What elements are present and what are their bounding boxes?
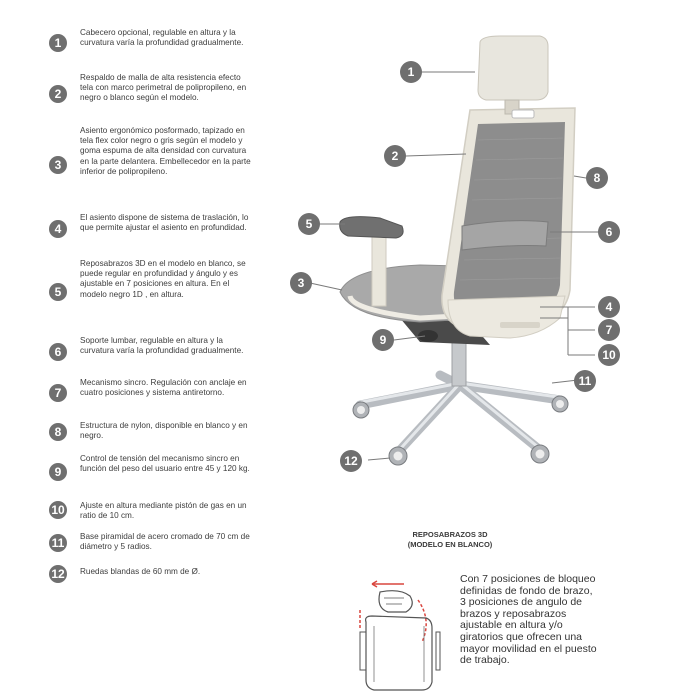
feature-number-badge: 3 xyxy=(49,156,67,174)
callout-badge: 7 xyxy=(598,319,620,341)
callout-badge: 8 xyxy=(586,167,608,189)
feature-number-badge: 7 xyxy=(49,384,67,402)
callout-badge: 3 xyxy=(290,272,312,294)
feature-number-badge: 2 xyxy=(49,85,67,103)
callout-badge: 5 xyxy=(298,213,320,235)
armrest-section-title xyxy=(395,530,505,550)
feature-number-badge: 9 xyxy=(49,463,67,481)
feature-text: Reposabrazos 3D en el modelo en blanco, se puede regular en profundidad y ángulo y es ajustable en 7 posiciones en altura. En el modelo negro 1D , en altura. xyxy=(80,259,246,299)
feature-number-badge: 8 xyxy=(49,423,67,441)
feature-text: Estructura de nylon, disponible en blanco y en negro. xyxy=(80,421,248,441)
feature-text: Asiento ergonómico posformado, tapizado en tela flex color negro o gris según el modelo y goma espuma de alta densidad con curvatura en la parte delantera. Embellecedor en la parte inferior de polipropileno. xyxy=(80,126,251,176)
armrest-title-line2: (MODELO EN BLANCO) xyxy=(407,540,493,549)
feature-number-badge: 10 xyxy=(49,501,67,519)
callout-badge: 12 xyxy=(340,450,362,472)
feature-text: Mecanismo sincro. Regulación con anclaje en cuatro posiciones y sistema antiretorno. xyxy=(80,378,247,398)
feature-text: Respaldo de malla de alta resistencia efecto tela con marco perimetral de polipropileno, en negro o blanco según el modelo. xyxy=(80,73,247,103)
feature-number-badge: 4 xyxy=(49,220,67,238)
feature-number-badge: 12 xyxy=(49,565,67,583)
armrest-diagram xyxy=(340,570,450,700)
feature-text: El asiento dispone de sistema de traslación, lo que permite ajustar el asiento en profundidad. xyxy=(80,213,249,233)
callout-badge: 2 xyxy=(384,145,406,167)
callout-badge: 11 xyxy=(574,370,596,392)
feature-text: Ruedas blandas de 60 mm de Ø. xyxy=(80,567,201,576)
gas-cylinder xyxy=(452,338,466,386)
callout-badge: 10 xyxy=(598,344,620,366)
feature-number-badge: 1 xyxy=(49,34,67,52)
feature-text: Soporte lumbar, regulable en altura y la curvatura varía la profundidad gradualmente. xyxy=(80,336,244,356)
armrest-title-line1: REPOSABRAZOS 3D xyxy=(412,530,488,539)
feature-number-badge: 5 xyxy=(49,283,67,301)
feature-text: Ajuste en altura mediante pistón de gas en un ratio de 10 cm. xyxy=(80,501,247,521)
headrest xyxy=(478,36,548,100)
feature-text: Cabecero opcional, regulable en altura y la curvatura varía la profundidad gradualmente. xyxy=(80,28,244,48)
callout-badge: 9 xyxy=(372,329,394,351)
feature-number-badge: 6 xyxy=(49,343,67,361)
feature-number-badge: 11 xyxy=(49,534,67,552)
feature-text: Base piramidal de acero cromado de 70 cm de diámetro y 5 radios. xyxy=(80,532,250,552)
callout-badge: 1 xyxy=(400,61,422,83)
callout-badge: 4 xyxy=(598,296,620,318)
lumbar-support xyxy=(462,221,548,250)
armrest-description: Con 7 posiciones de bloqueo definidas de fondo de brazo, 3 posiciones de angulo de brazos y reposabrazos ajustable en altura y/o giratorios que ofrecen una mayor movilidad en el puesto de trabajo. xyxy=(460,573,597,667)
callout-badge: 6 xyxy=(598,221,620,243)
feature-text: Control de tensión del mecanismo sincro en función del peso del usuario entre 45 y 120 kg. xyxy=(80,454,250,474)
